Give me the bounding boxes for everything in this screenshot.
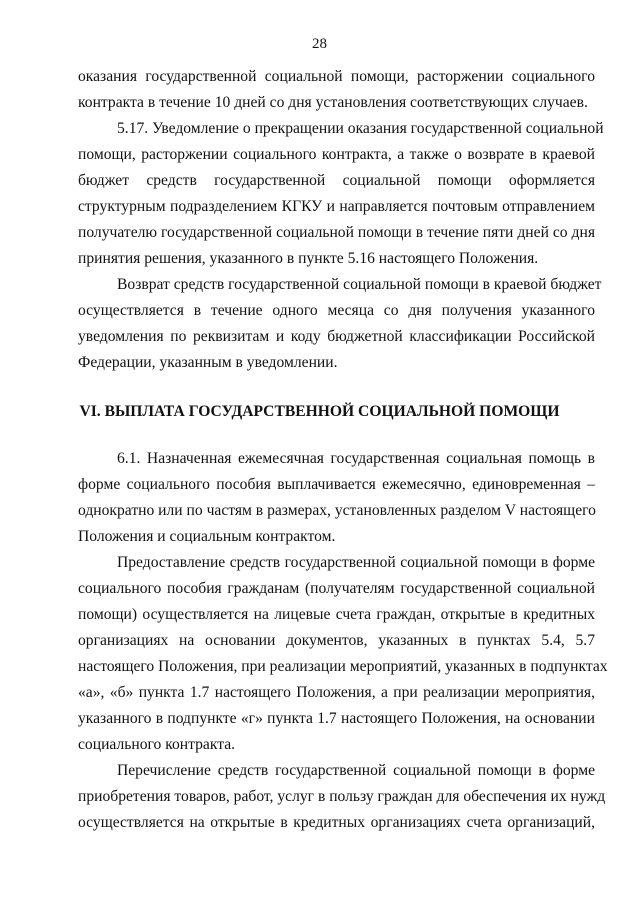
- text-line: настоящего Положения, при реализации мероприятий, указанных в подпунктах: [78, 658, 608, 675]
- text-line: помощи) осуществляется на лицевые счета граждан, открытые в кредитных: [78, 606, 595, 623]
- text-line: контракта в течение 10 дней со дня установления соответствующих случаев.: [78, 94, 588, 111]
- text-line: Предоставление средств государственной социальной помощи в форме: [117, 554, 595, 571]
- text-line: «а», «б» пункта 1.7 настоящего Положения, а при реализации мероприятия,: [78, 684, 595, 701]
- text-line: получателю государственной социальной помощи в течение пяти дней со дня: [78, 224, 595, 241]
- text-line: организациях на основании документов, указанных в пунктах 5.4, 5.7: [78, 632, 595, 649]
- text-line: 5.17. Уведомление о прекращении оказания государственной социальной: [117, 120, 604, 137]
- text-line: бюджет средств государственной социальной помощи оформляется: [78, 172, 595, 189]
- text-line: структурным подразделением КГКУ и направляется почтовым отправлением: [78, 198, 595, 215]
- text-line: оказания государственной социальной помощи, расторжении социального: [78, 68, 595, 85]
- text-line: указанного в подпункте «г» пункта 1.7 настоящего Положения, на основании: [78, 710, 595, 727]
- page-number: 28: [312, 36, 327, 52]
- text-line: Федерации, указанным в уведомлении.: [78, 354, 338, 371]
- text-line: помощи, расторжении социального контракта, а также о возврате в краевой: [78, 146, 595, 163]
- text-line: уведомления по реквизитам и коду бюджетной классификации Российской: [78, 328, 595, 345]
- text-line: осуществляется в течение одного месяца со дня получения указанного: [78, 302, 595, 319]
- text-line: однократно или по частям в размерах, установленных разделом V настоящего: [78, 502, 596, 519]
- text-line: социального пособия гражданам (получателям государственной социальной: [78, 580, 595, 597]
- text-line: приобретения товаров, работ, услуг в пользу граждан для обеспечения их нужд: [78, 788, 606, 805]
- text-line: осуществляется на открытые в кредитных организациях счета организаций,: [78, 814, 595, 831]
- text-line: принятия решения, указанного в пункте 5.16 настоящего Положения.: [78, 250, 539, 267]
- text-line: 6.1. Назначенная ежемесячная государственная социальная помощь в: [117, 450, 595, 467]
- text-line: Положения и социальным контрактом.: [78, 528, 336, 545]
- text-line: форме социального пособия выплачивается ежемесячно, единовременная –: [78, 476, 595, 493]
- text-line: Перечисление средств государственной социальной помощи в форме: [117, 762, 595, 779]
- text-line: социального контракта.: [78, 736, 236, 753]
- text-line: Возврат средств государственной социальной помощи в краевой бюджет: [117, 276, 602, 293]
- section-heading: VI. ВЫПЛАТА ГОСУДАРСТВЕННОЙ СОЦИАЛЬНОЙ ПОМОЩИ: [79, 403, 560, 420]
